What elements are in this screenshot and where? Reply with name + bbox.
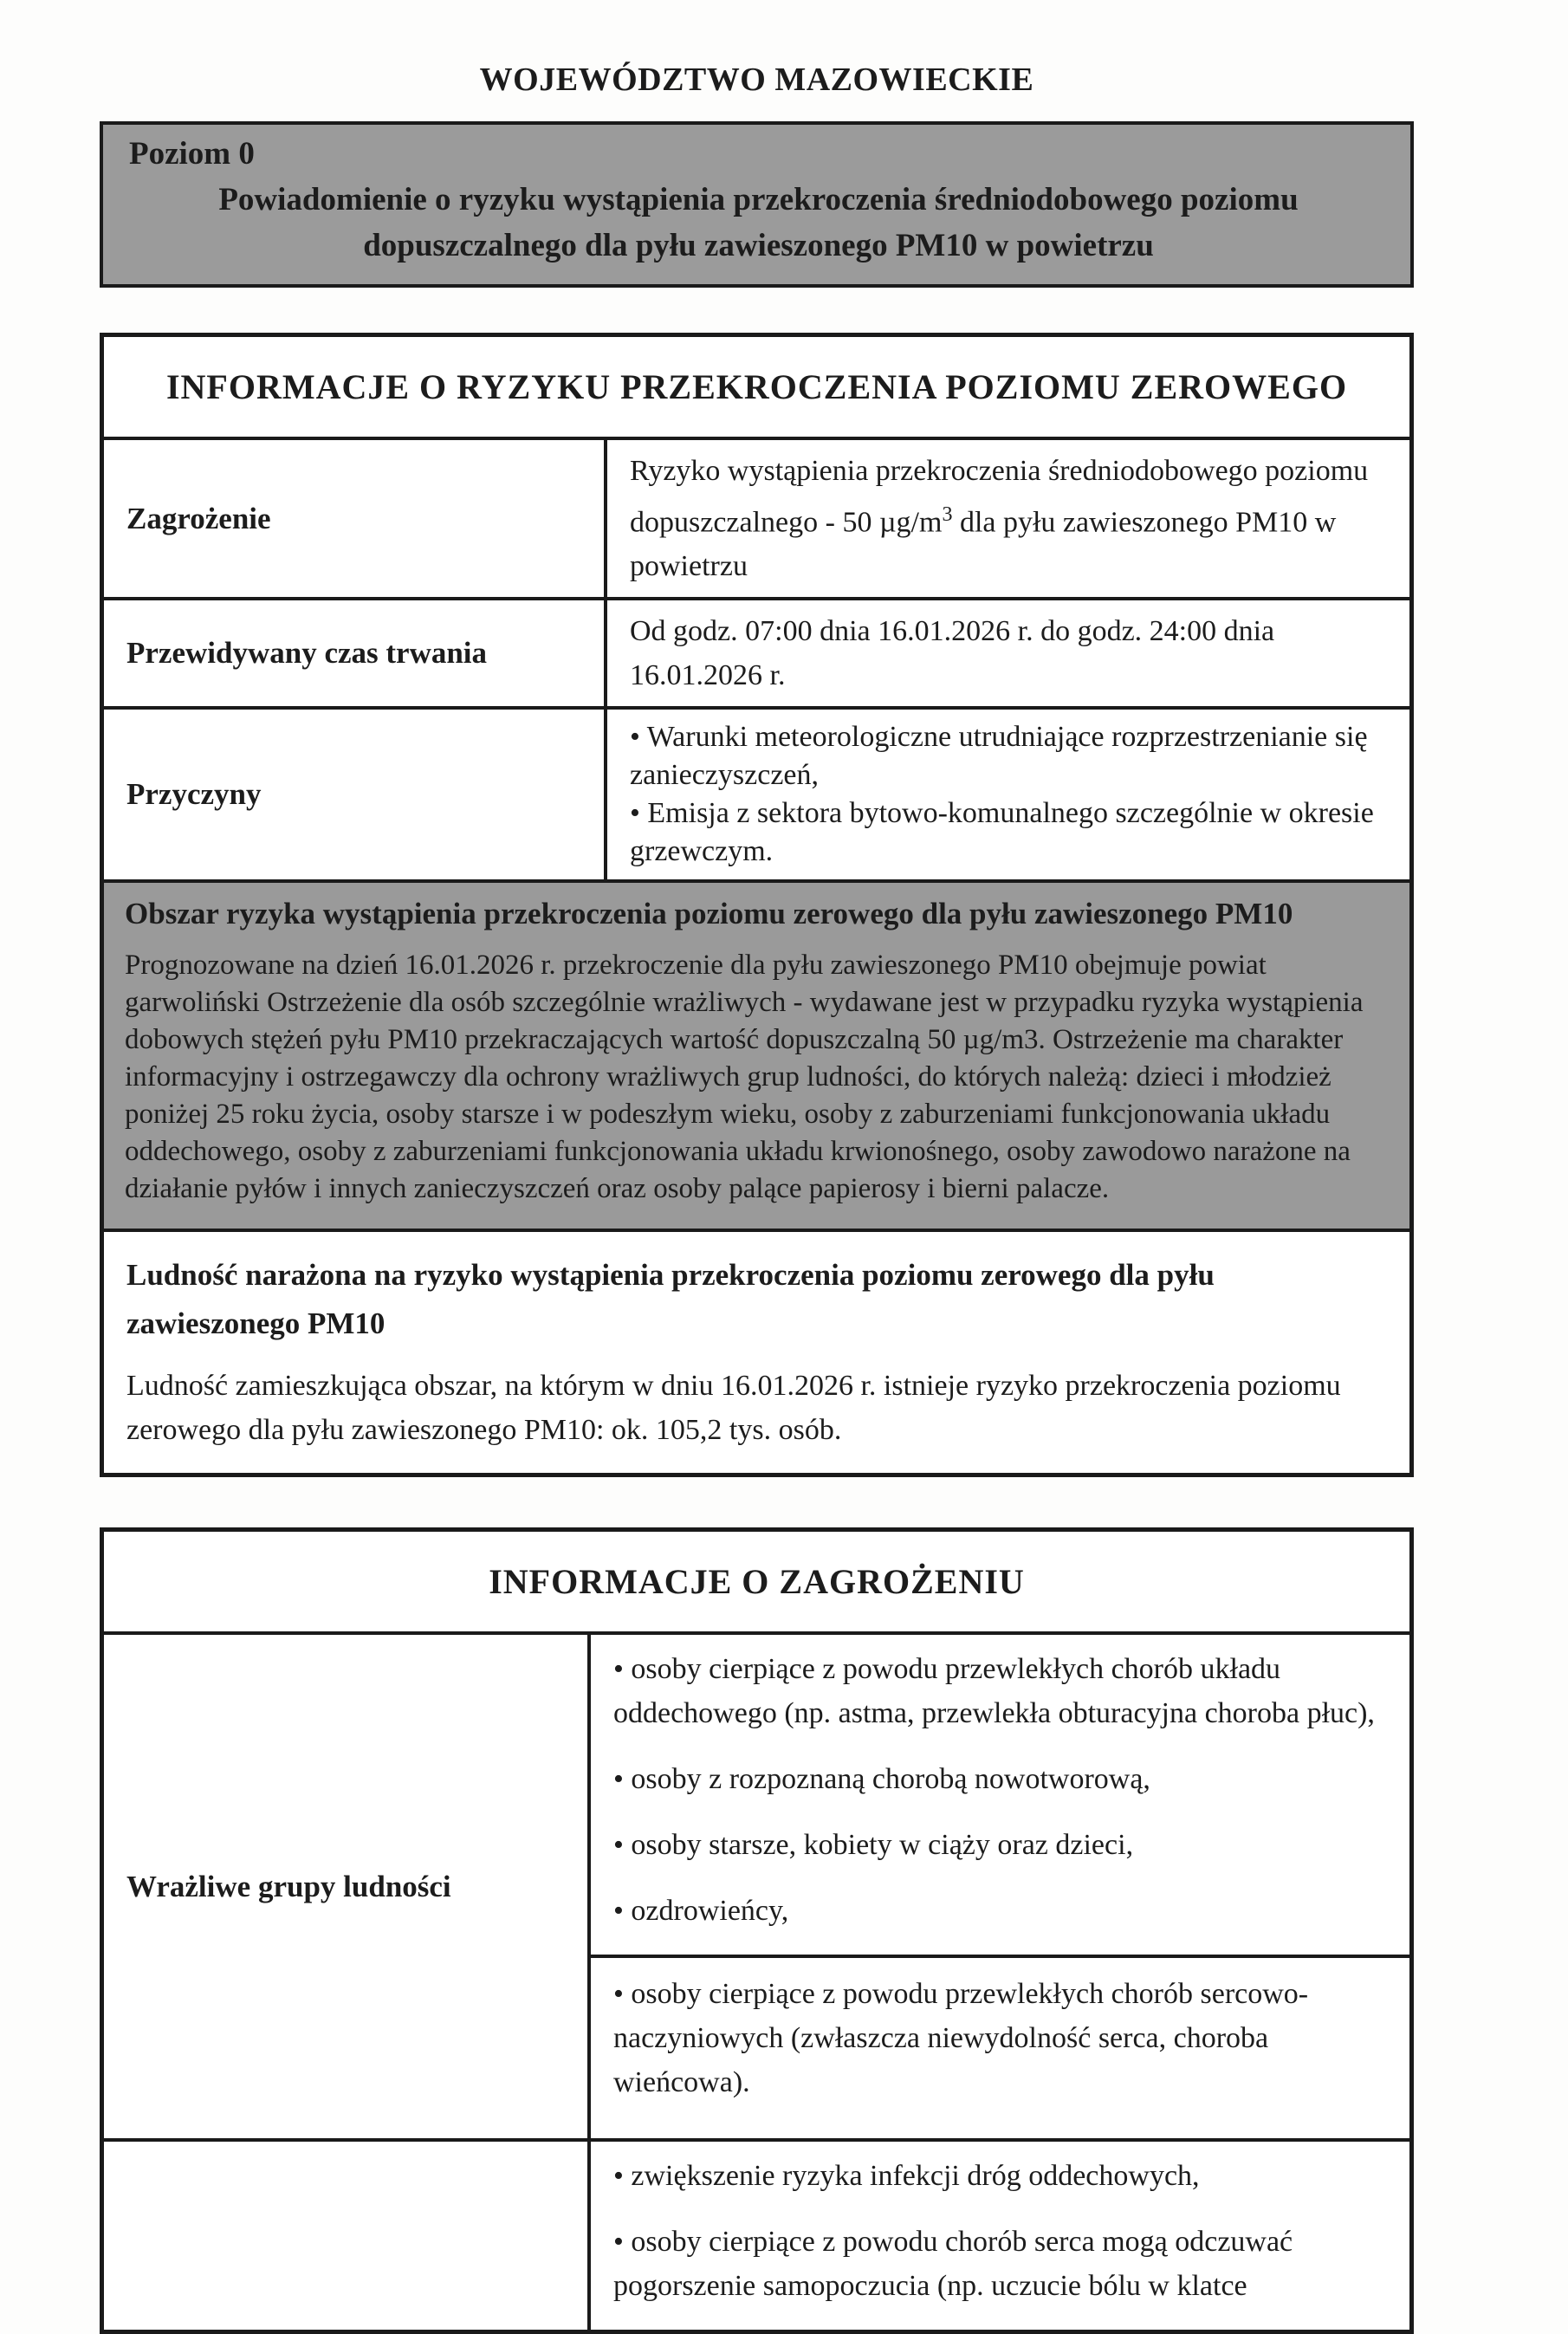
hazard-value-text: Ryzyko wystąpienia przekroczenia średniodobowego poziomu dopuszczalnego - 50 µg/m — [630, 455, 1369, 539]
row-value-przyczyny — [606, 708, 1409, 881]
bullet-item: • Warunki meteorologiczne utrudniające rozprzestrzenianie się zanieczyszczeń, — [630, 721, 1368, 792]
table-row — [104, 708, 1409, 881]
sensitive-groups-list-b — [589, 1956, 1409, 2140]
population-text: Ludność zamieszkująca obszar, na którym w dniu 16.01.2026 r. istnieje ryzyko przekroczenia poziomu zerowego dla pyłu zawieszonego PM10: ok. 105,2 tys. osób. — [126, 1370, 1341, 1447]
hazard-info-box — [100, 1527, 1414, 2334]
page-title: WOJEWÓDZTWO MAZOWIECKIE — [479, 62, 1034, 98]
superscript-3: 3 — [942, 503, 953, 526]
alert-banner-text: Powiadomienie o ryzyku wystąpienia przekroczenia średniodobowego poziomu dopuszczalnego dla pyłu zawieszonego PM10 w powietrzu — [218, 182, 1299, 263]
risk-info-box — [100, 333, 1414, 1477]
row-value-zagrozenie — [606, 440, 1409, 599]
population-title: Ludność narażona na ryzyko wystąpienia przekroczenia poziomu zerowego dla pyłu zawieszonego PM10 — [126, 1258, 1215, 1341]
population-section — [104, 1229, 1409, 1473]
row-label-przyczyny: Przyczyny — [104, 708, 606, 881]
alert-level-banner — [100, 121, 1414, 288]
risk-area-header: Obszar ryzyka wystąpienia przekroczenia poziomu zerowego dla pyłu zawieszonego PM10 — [104, 883, 1409, 942]
alert-level-label: Poziom 0 — [129, 136, 255, 172]
row-label-zagrozenie: Zagrożenie — [104, 440, 606, 599]
hazard-info-table — [104, 1635, 1409, 2330]
health-effects-list — [589, 2140, 1409, 2330]
table-row — [104, 1635, 1409, 1956]
table-row — [104, 599, 1409, 708]
bullet-item: • osoby starsze, kobiety w ciąży oraz dzieci, — [613, 1829, 1134, 1862]
row-label-wrazliwe-grupy: Wrażliwe grupy ludności — [104, 1635, 589, 2140]
sensitive-groups-list-a — [589, 1635, 1409, 1956]
bullet-item: • osoby z rozpoznaną chorobą nowotworową, — [613, 1763, 1150, 1796]
risk-info-table — [104, 440, 1409, 883]
bullet-item: • osoby cierpiące z powodu przewlekłych chorób układu oddechowego (np. astma, przewlekła obturacyjna choroba płuc), — [613, 1653, 1375, 1730]
bullet-item: • osoby cierpiące z powodu chorób serca mogą odczuwać pogorszenie samopoczucia (np. uczucie bólu w klatce — [613, 2226, 1293, 2303]
bullet-item: • osoby cierpiące z powodu przewlekłych chorób sercowo-naczyniowych (zwłaszcza niewydolność serca, choroba wieńcowa). — [613, 1978, 1309, 2099]
risk-info-header: INFORMACJE O RYZYKU PRZEKROCZENIA POZIOMU ZEROWEGO — [104, 337, 1409, 440]
row-value-czas: Od godz. 07:00 dnia 16.01.2026 r. do godz. 24:00 dnia 16.01.2026 r. — [606, 599, 1409, 708]
bullet-item: • ozdrowieńcy, — [613, 1895, 789, 1928]
bullet-item: • Emisja z sektora bytowo-komunalnego szczególnie w okresie grzewczym. — [630, 797, 1374, 868]
empty-label-cell — [104, 2140, 589, 2330]
hazard-info-header: INFORMACJE O ZAGROŻENIU — [104, 1532, 1409, 1635]
table-row — [104, 2140, 1409, 2330]
hazard-value-text-after: dla pyłu zawieszonego PM10 w powietrzu — [630, 506, 1337, 583]
bullet-item: • zwiększenie ryzyka infekcji dróg oddechowych, — [613, 2160, 1200, 2193]
risk-area-text: Prognozowane na dzień 16.01.2026 r. przekroczenie dla pyłu zawieszonego PM10 obejmuje powiat garwoliński Ostrzeżenie dla osób szczególnie wrażliwych - wydawane jest w przypadku ryzyka wystąpienia dobowych stężeń pyłu PM10 przekraczających wartość dopuszczalną 50 µg/m3. Ostrzeżenie ma charakter informacyjny i ostrzegawczy dla ochrony wrażliwych grup ludności, do których należą: dzieci i młodzież poniżej 25 roku życia, osoby starsze i w podeszłym wieku, osoby z zaburzeniami funkcjonowania układu oddechowego, osoby z zaburzeniami funkcjonowania układu krwionośnego, osoby zawodowo narażone na działanie pyłów i innych zanieczyszczeń oraz osoby palące papierosy i bierni palacze. — [104, 942, 1409, 1229]
row-label-czas: Przewidywany czas trwania — [104, 599, 606, 708]
table-row — [104, 440, 1409, 599]
document-page — [100, 0, 1414, 2334]
